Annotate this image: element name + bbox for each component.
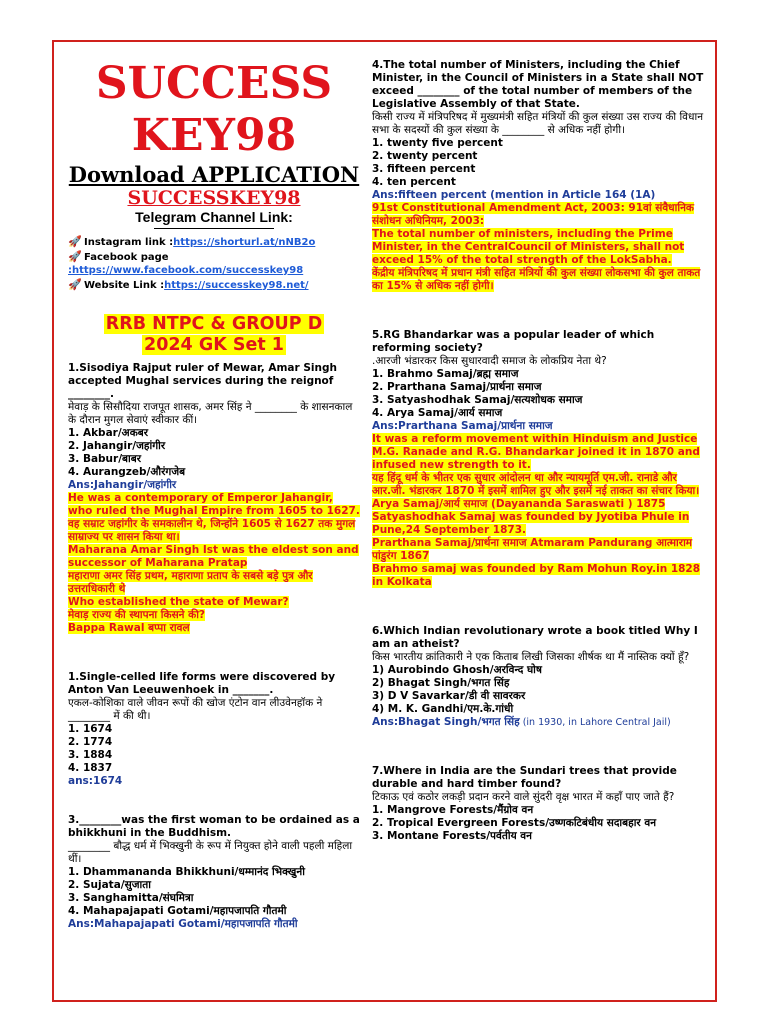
question-text-hi: टिकाऊ एवं कठोर लकड़ी प्रदान करने वाले सुंदरी वृक्ष भारत में कहाँ पाए जाते हैं? xyxy=(372,791,675,803)
question-text-hi: ________ बौद्ध धर्म में भिक्खुनी के रूप में नियुक्त होने वाली पहली महिला थीं। xyxy=(68,840,353,865)
option: 2. twenty percent xyxy=(372,150,478,162)
rocket-icon: 🚀 xyxy=(68,277,82,291)
question-5 xyxy=(372,329,708,589)
option: 3. Satyashodhak Samaj/सत्यशोधक समाज xyxy=(372,394,583,406)
note: Arya Samaj/आर्य समाज (Dayananda Saraswati ) 1875 xyxy=(372,498,666,510)
question-6 xyxy=(372,625,708,729)
left-column xyxy=(68,58,360,931)
option: 2. 1774 xyxy=(68,736,113,748)
option: 2. Prarthana Samaj/प्रार्थना समाज xyxy=(372,381,542,393)
question-4 xyxy=(372,59,708,293)
note: केंद्रीय मंत्रिपरिषद में प्रधान मंत्री सहित मंत्रियों की कुल संख्या लोकसभा की कुल ताकत का 15% से अधिक नहीं होगी। xyxy=(372,267,701,292)
question-2 xyxy=(68,671,360,788)
note: Who established the state of Mewar? xyxy=(68,596,289,608)
answer: Ans:fifteen percent (mention in Article 164 (1A) xyxy=(372,189,656,201)
instagram-label: Instagram link : xyxy=(84,237,174,248)
question-text-hi: किस भारतीय क्रांतिकारी ने एक किताब लिखी जिसका शीर्षक था मैं नास्तिक क्यों हूँ? xyxy=(372,651,690,663)
website-link[interactable]: https://successkey98.net/ xyxy=(164,279,309,291)
telegram-label: Telegram Channel Link: xyxy=(135,209,293,225)
option: 2) Bhagat Singh/भगत सिंह xyxy=(372,677,510,689)
option: 1. 1674 xyxy=(68,723,113,735)
telegram-link-line[interactable] xyxy=(154,228,274,229)
note: Brahmo samaj was founded by Ram Mohun Roy.in 1828 in Kolkata xyxy=(372,563,701,588)
brand-title-success: SUCCESS xyxy=(95,58,333,109)
answer: ans:1674 xyxy=(68,775,123,787)
option: 1) Aurobindo Ghosh/अरविन्द घोष xyxy=(372,664,542,676)
note: महाराणा अमर सिंह प्रथम, महाराणा प्रताप के सबसे बड़े पुत्र और उत्तराधिकारी थे xyxy=(68,570,313,595)
answer: Ans:Bhagat Singh/भगत सिंह xyxy=(372,716,520,728)
facebook-link[interactable]: :https://www.facebook.com/successkey98 xyxy=(68,265,304,276)
question-text-hi: .आरजी भंडारकर किस सुधारवादी समाज के लोकप्रिय नेता थे? xyxy=(372,355,607,367)
answer: Ans:Mahapajapati Gotami/महापजापति गौतमी xyxy=(68,918,298,930)
question-text-en: 7.Where in India are the Sundari trees that provide durable and hard timber found? xyxy=(372,765,677,790)
note: मेवाड़ राज्य की स्थापना किसने की? xyxy=(68,609,206,621)
option: 1. Dhammananda Bhikkhuni/धम्मानंद भिक्खुनी xyxy=(68,866,305,878)
option: 4. Mahapajapati Gotami/महापजापति गौतमी xyxy=(68,905,287,917)
option: 3. 1884 xyxy=(68,749,113,761)
social-links xyxy=(68,235,360,292)
question-text-en: 4.The total number of Ministers, including the Chief Minister, in the Council of Ministers in a State shall NOT exceed ________ of the total number of members of the Legislative Assembly of that State. xyxy=(372,59,704,110)
option: 2. Tropical Evergreen Forests/उष्णकटिबंधीय सदाबहार वन xyxy=(372,817,657,829)
option: 1. twenty five percent xyxy=(372,137,503,149)
option: 4. 1837 xyxy=(68,762,113,774)
question-text-en: 3.________was the first woman to be ordained as a bhikkhuni in the Buddhism. xyxy=(68,814,360,839)
question-text-en: 1.Sisodiya Rajput ruler of Mewar, Amar Singh accepted Mughal services during the reignof ________. xyxy=(68,362,337,400)
question-text-hi: किसी राज्य में मंत्रिपरिषद में मुख्यमंत्री सहित मंत्रियों की कुल संख्या उस राज्य की विधान सभा के सदस्यों की कुल संख्या के ________ से अधिक नहीं होगी। xyxy=(372,111,704,136)
option: 4. ten percent xyxy=(372,176,456,188)
app-name: SUCCESSKEY98 xyxy=(127,187,301,209)
answer: Ans:Prarthana Samaj/प्रार्थना समाज xyxy=(372,420,553,432)
option: 3) D V Savarkar/डी वी सावरकर xyxy=(372,690,526,702)
rocket-icon: 🚀 xyxy=(68,235,82,248)
question-text-en: 1.Single-celled life forms were discovered by Anton Van Leeuwenhoek in _______. xyxy=(68,671,336,696)
question-text-en: 5.RG Bhandarkar was a popular leader of which reforming society? xyxy=(372,329,655,354)
right-column xyxy=(372,59,708,843)
question-text-en: 6.Which Indian revolutionary wrote a book titled Why I am an atheist? xyxy=(372,625,698,650)
note: 91st Constitutional Amendment Act, 2003: 91वां संवैधानिक संशोधन अधिनियम, 2003: xyxy=(372,202,694,227)
download-heading: Download APPLICATION xyxy=(68,162,360,187)
option: 4. Arya Samaj/आर्य समाज xyxy=(372,407,503,419)
note: वह सम्राट जहांगीर के समकालीन थे, जिन्होंने 1605 से 1627 तक मुगल साम्राज्य पर शासन किया था। xyxy=(68,518,356,543)
question-7 xyxy=(372,765,708,843)
note: He was a contemporary of Emperor Jahangir, who ruled the Mughal Empire from 1605 to 1627. xyxy=(68,492,360,517)
option: 1. Akbar/अकबर xyxy=(68,427,149,439)
question-text-hi: मेवाड़ के सिसौदिया राजपूत शासक, अमर सिंह ने ________ के शासनकाल के दौरान मुगल सेवाएं स्वीकार कीं। xyxy=(68,401,353,426)
option: 4. Aurangzeb/औरंगजेब xyxy=(68,466,186,478)
option: 3. Montane Forests/पर्वतीय वन xyxy=(372,830,532,842)
rocket-icon: 🚀 xyxy=(68,249,82,263)
set-title-line2: 2024 GK Set 1 xyxy=(144,335,284,355)
facebook-label: Facebook page xyxy=(84,251,169,263)
option: 3. fifteen percent xyxy=(372,163,476,175)
note: Satyashodhak Samaj was founded by Jyotiba Phule in Pune,24 September 1873. xyxy=(372,511,690,536)
set-title-line1: RRB NTPC & GROUP D xyxy=(105,314,323,334)
set-title xyxy=(68,314,360,356)
website-label: Website Link : xyxy=(84,279,165,291)
option: 4) M. K. Gandhi/एम.के.गांधी xyxy=(372,703,514,715)
option: 3. Babur/बाबर xyxy=(68,453,142,465)
option: 2. Sujata/सुजाता xyxy=(68,879,151,891)
option: 3. Sanghamitta/संघमित्रा xyxy=(68,892,194,904)
instagram-link[interactable]: https://shorturl.at/nNB2o xyxy=(173,237,316,248)
brand-title-key98: KEY98 xyxy=(131,110,297,161)
note: The total number of ministers, including the Prime Minister, in the CentralCouncil of Ministers, shall not exceed 15% of the total strength of the LokSabha. xyxy=(372,228,685,266)
answer-note: (in 1930, in Lahore Central Jail) xyxy=(519,717,671,728)
option: 1. Brahmo Samaj/ब्रह्म समाज xyxy=(372,368,519,380)
note: यह हिंदू धर्म के भीतर एक सुधार आंदोलन था और न्यायमूर्ति एम.जी. रानाडे और आर.जी. भंडारकर 1870 में इसमें शामिल हुए और इसमें नई ताकत का संचार किया। xyxy=(372,472,700,497)
note: Bappa Rawal बप्पा रावल xyxy=(68,622,190,634)
note: Prarthana Samaj/प्रार्थना समाज Atmaram Pandurang आत्माराम पांडुरंग 1867 xyxy=(372,537,693,562)
question-1 xyxy=(68,362,360,635)
question-text-hi: एकल-कोशिका वाले जीवन रूपों की खोज एंटोन वान लीउवेनहॉक ने ________ में की थी। xyxy=(68,697,323,722)
question-3 xyxy=(68,814,360,931)
option: 2. Jahangir/जहांगीर xyxy=(68,440,166,452)
note: Maharana Amar Singh Ist was the eldest son and successor of Maharana Pratap xyxy=(68,544,359,569)
option: 1. Mangrove Forests/मैंग्रोव वन xyxy=(372,804,534,816)
answer: Ans:Jahangir/जहांगीर xyxy=(68,479,177,491)
note: It was a reform movement within Hinduism and Justice M.G. Ranade and R.G. Bhandarkar joined it in 1870 and infused new strength to it. xyxy=(372,433,700,471)
